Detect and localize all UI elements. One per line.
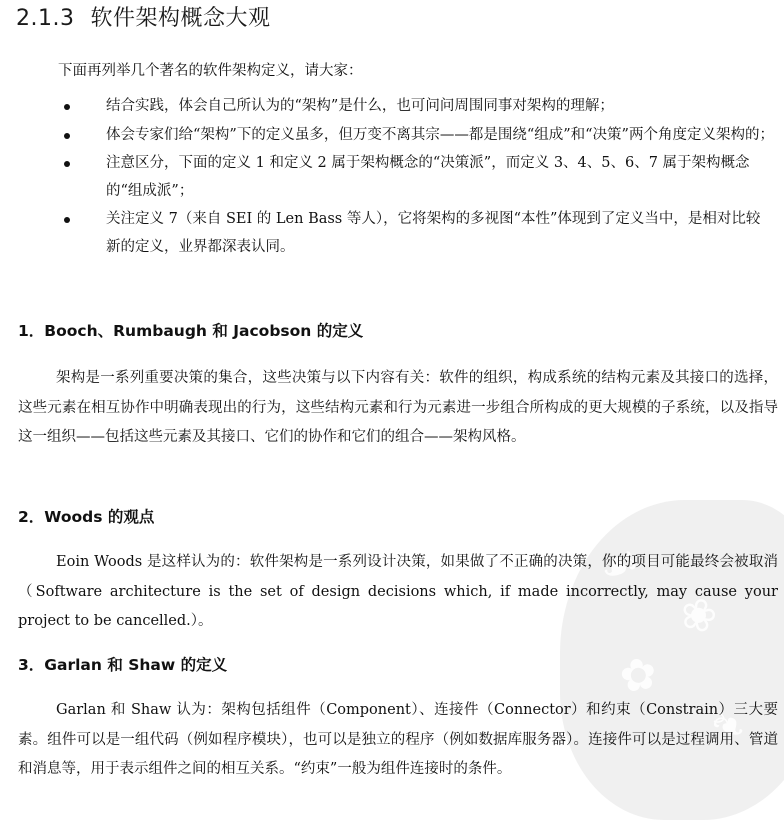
bullet-item [0,93,784,121]
bullet-list [0,93,784,262]
section-title-text: 软件架构概念大观 [90,6,271,31]
bullet-dot-icon [64,161,70,167]
bullet-dot-icon [64,217,70,223]
intro-text: 下面再列举几个著名的软件架构定义，请大家： [58,63,363,79]
bullet-dot-icon [64,104,70,110]
section-title [16,4,271,34]
bullet-text: 体会专家们给“架构”下的定义虽多，但万变不离其宗——都是围绕“组成”和“决策”两个角度定义架构的； [106,126,774,143]
bullet-dot-icon [64,133,70,139]
bullet-item [0,150,784,205]
bullet-text: 结合实践，体会自己所认为的“架构”是什么，也可问问周围同事对架构的理解； [106,98,614,114]
definition-heading-3: 3．Garlan 和 Shaw 的定义 [18,656,228,674]
definition-body-3: Garlan 和 Shaw 认为：架构包括组件（Component）、连接件（Connector）和约束（Constrain）三大要素。组件可以是一组代码（例如程序模块），也可以是独立的程序（例如数据库服务器）。连接件可以是过程调用、管道和消息等，用于表示组件之间的相互关系。“约束”一般为组件连接时的条件。 [18,702,778,777]
definition-body-1: 架构是一系列重要决策的集合，这些决策与以下内容有关：软件的组织，构成系统的结构元素及其接口的选择，这些元素在相互协作中明确表现出的行为，这些结构元素和行为元素进一步组合所构成的更大规模的子系统，以及指导这一组织——包括这些元素及其接口、它们的协作和它们的组合——架构风格。 [18,370,778,445]
section-number: 2.1.3 [16,6,75,31]
definition-heading-1: 1．Booch、Rumbaugh 和 Jacobson 的定义 [18,322,364,340]
definition-body-2: Eoin Woods 是这样认为的：软件架构是一系列设计决策，如果做了不正确的决策，你的项目可能最终会被取消（Software architecture is the set of design decisions which, if made incorrectly, may cause your project to be cancelled.）。 [18,554,778,629]
bullet-item [0,122,784,150]
watermark-seal: ☙ ❀ ✿ ❧ [560,500,784,820]
definition-heading-2: 2．Woods 的观点 [18,508,155,526]
bullet-item [0,206,784,261]
bullet-text: 注意区分，下面的定义 1 和定义 2 属于架构概念的“决策派”，而定义 3、4、5、6、7 属于架构概念的“组成派”； [106,155,750,199]
bullet-text: 关注定义 7（来自 SEI 的 Len Bass 等人），它将架构的多视图“本性”体现到了定义当中，是相对比较新的定义，业界都深表认同。 [106,211,761,255]
